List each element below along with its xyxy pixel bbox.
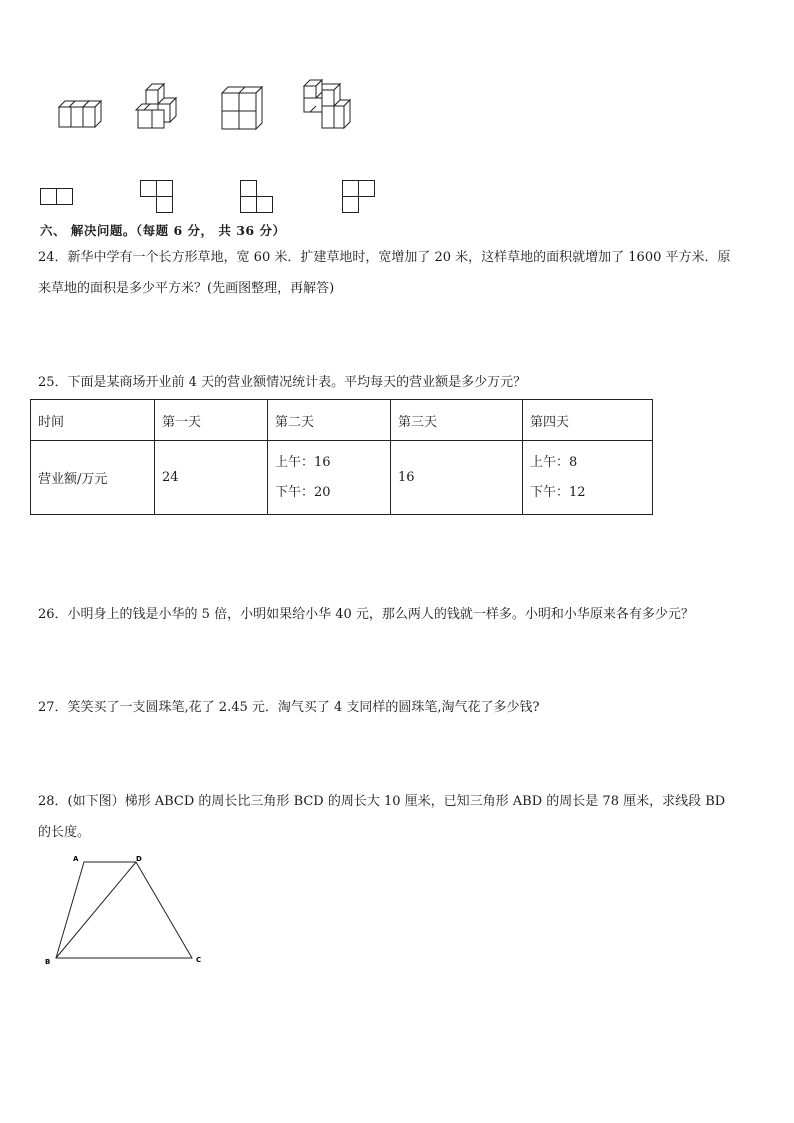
table-header-cell: 第四天 — [523, 400, 653, 441]
day3-cell: 16 — [391, 441, 523, 515]
cube-figure-4 — [300, 78, 356, 132]
table-header-cell: 第三天 — [391, 400, 523, 441]
question-27-text: 27．笑笑买了一支圆珠笔,花了 2.45 元．淘气买了 4 支同样的圆珠笔,淘气花了多少钱? — [38, 700, 540, 715]
cube-figure-1 — [55, 95, 105, 130]
day2-cell — [268, 441, 391, 515]
day2-afternoon: 下午：20 — [275, 484, 331, 500]
table-header-row — [31, 400, 653, 441]
day2-morning: 上午：16 — [275, 454, 331, 470]
question-24-line-2: 来草地的面积是多少平方米？(先画图整理，再解答) — [38, 281, 335, 296]
question-24-line-1: 24．新华中学有一个长方形草地，宽 60 米．扩建草地时，宽增加了 20 米，这样草地的面积就增加了 1600 平方米．原 — [38, 250, 731, 265]
view-figure-4 — [342, 180, 378, 216]
vertex-label-c: C — [196, 956, 202, 964]
view-figure-1 — [40, 188, 76, 208]
table-header-cell: 第二天 — [268, 400, 391, 441]
day4-cell — [523, 441, 653, 515]
cube-figure-3 — [220, 85, 272, 133]
table-header-cell: 第一天 — [155, 400, 268, 441]
vertex-label-d: D — [136, 855, 142, 863]
question-28-line-2: 的长度。 — [38, 825, 91, 840]
vertex-label-a: A — [73, 855, 79, 863]
day4-morning: 上午：8 — [530, 454, 578, 470]
row-label-cell: 营业额/万元 — [31, 441, 155, 515]
view-figure-3 — [240, 180, 276, 216]
question-25-text: 25．下面是某商场开业前 4 天的营业额情况统计表。平均每天的营业额是多少万元？ — [38, 375, 527, 390]
view-figure-2 — [140, 180, 176, 216]
day1-cell: 24 — [155, 441, 268, 515]
day4-afternoon: 下午：12 — [530, 484, 586, 500]
question-26-text: 26．小明身上的钱是小华的 5 倍，小明如果给小华 40 元，那么两人的钱就一样多。小明和小华原来各有多少元？ — [38, 607, 694, 622]
section-heading: 六、 解决问题。（每题 6 分， 共 36 分） — [40, 223, 286, 238]
table-row — [31, 441, 653, 515]
question-28-line-1: 28．(如下图）梯形 ABCD 的周长比三角形 BCD 的周长大 10 厘米，已知三角形 ABD 的周长是 78 厘米，求线段 BD — [38, 794, 726, 809]
trapezoid-figure — [40, 850, 210, 970]
table-header-cell: 时间 — [31, 400, 155, 441]
cube-figure-2 — [136, 82, 188, 132]
sales-table — [30, 399, 653, 515]
vertex-label-b: B — [45, 958, 51, 966]
